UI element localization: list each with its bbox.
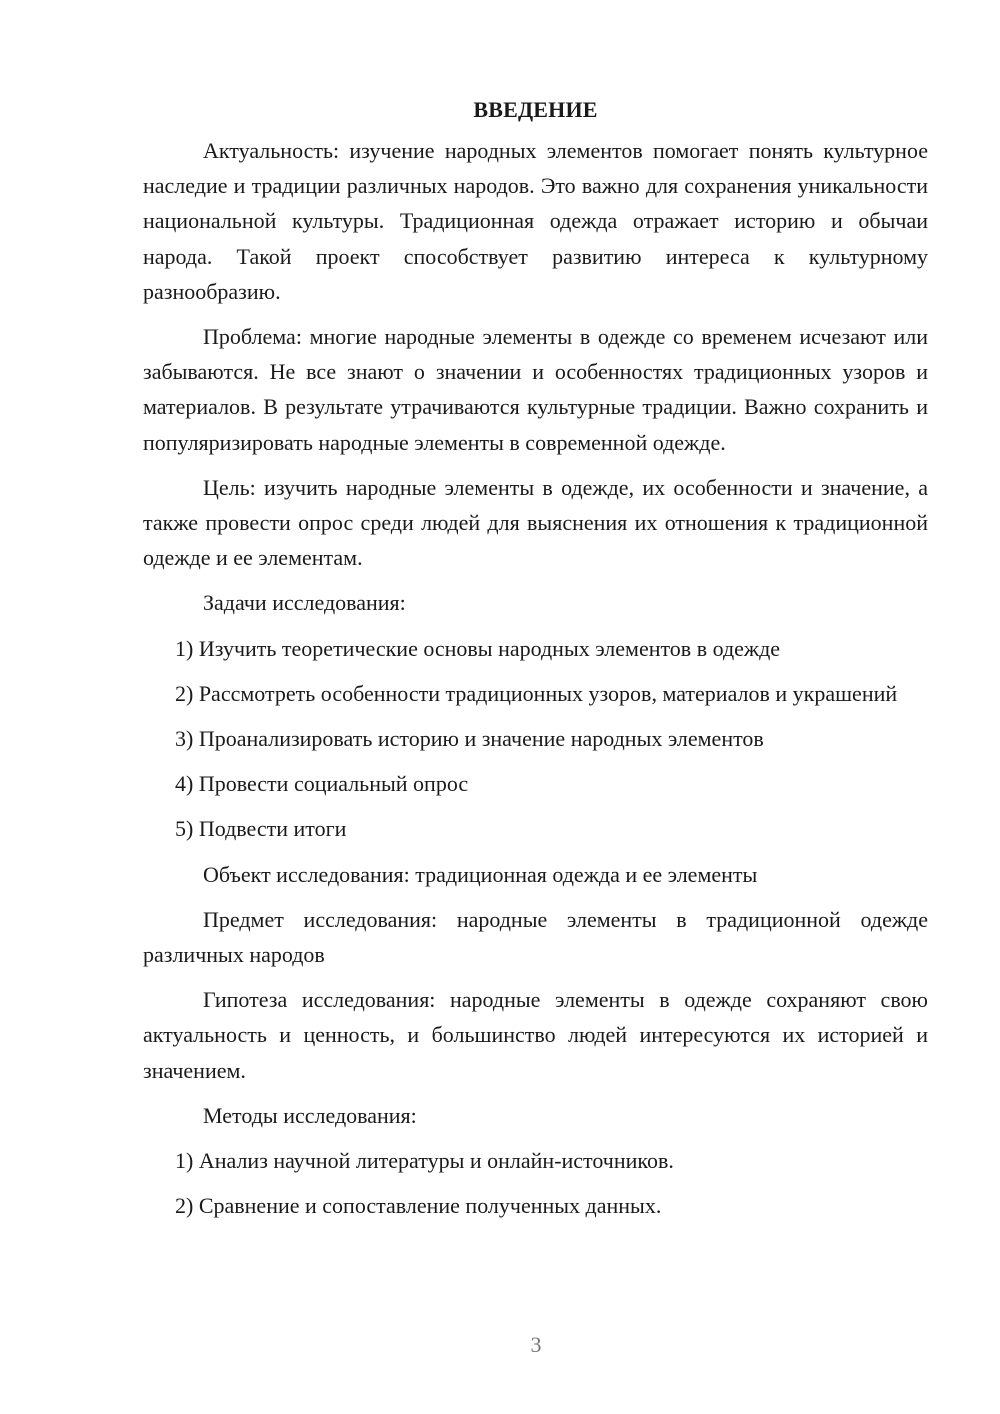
task-item-5: 5) Подвести итоги [175, 816, 347, 842]
task-item-2: 2) Рассмотреть особенности традиционных узоров, материалов и украшений [175, 680, 898, 706]
hypothesis-paragraph: Гипотеза исследования: народные элементы в одежде сохраняют свою актуальность и ценность, и большинство людей интересуются их историей и значением. [143, 987, 928, 1083]
task-item-4: 4) Провести социальный опрос [175, 771, 469, 797]
task-item-1: 1) Изучить теоретические основы народных элементов в одежде [175, 635, 781, 661]
problem-paragraph: Проблема: многие народные элементы в одежде со временем исчезают или забываются. Не все знают о значении и особенностях традиционных узоров и материалов. В результате утрачиваются культурные традиции. Важно сохранить и популяризировать народные элементы в современной одежде. [143, 324, 928, 455]
task-item-3: 3) Проанализировать историю и значение народных элементов [175, 726, 764, 752]
document-body [143, 92, 928, 1233]
method-item-1: 1) Анализ научной литературы и онлайн-источников. [175, 1148, 674, 1174]
page-number: 3 [530, 1332, 542, 1357]
goal-paragraph: Цель: изучить народные элементы в одежде, их особенности и значение, а также провести опрос среди людей для выяснения их отношения к традиционной одежде и ее элементам. [143, 474, 928, 571]
section-title: ВВЕДЕНИЕ [473, 97, 598, 122]
method-item-2: 2) Сравнение и сопоставление полученных данных. [175, 1193, 662, 1219]
methods-heading: Методы исследования: [203, 1102, 417, 1128]
tasks-heading: Задачи исследования: [203, 590, 406, 616]
subject-paragraph: Предмет исследования: народные элементы в традиционной одежде различных народов [143, 906, 928, 968]
object-paragraph: Объект исследования: традиционная одежда и ее элементы [203, 861, 758, 887]
relevance-paragraph: Актуальность: изучение народных элементов помогает понять культурное наследие и традиции различных народов. Это важно для сохранения уникальности национальной культуры. Традиционная одежда отражает историю и обычаи народа. Такой проект способствует развитию интереса к культурному разнообразию. [143, 138, 928, 304]
